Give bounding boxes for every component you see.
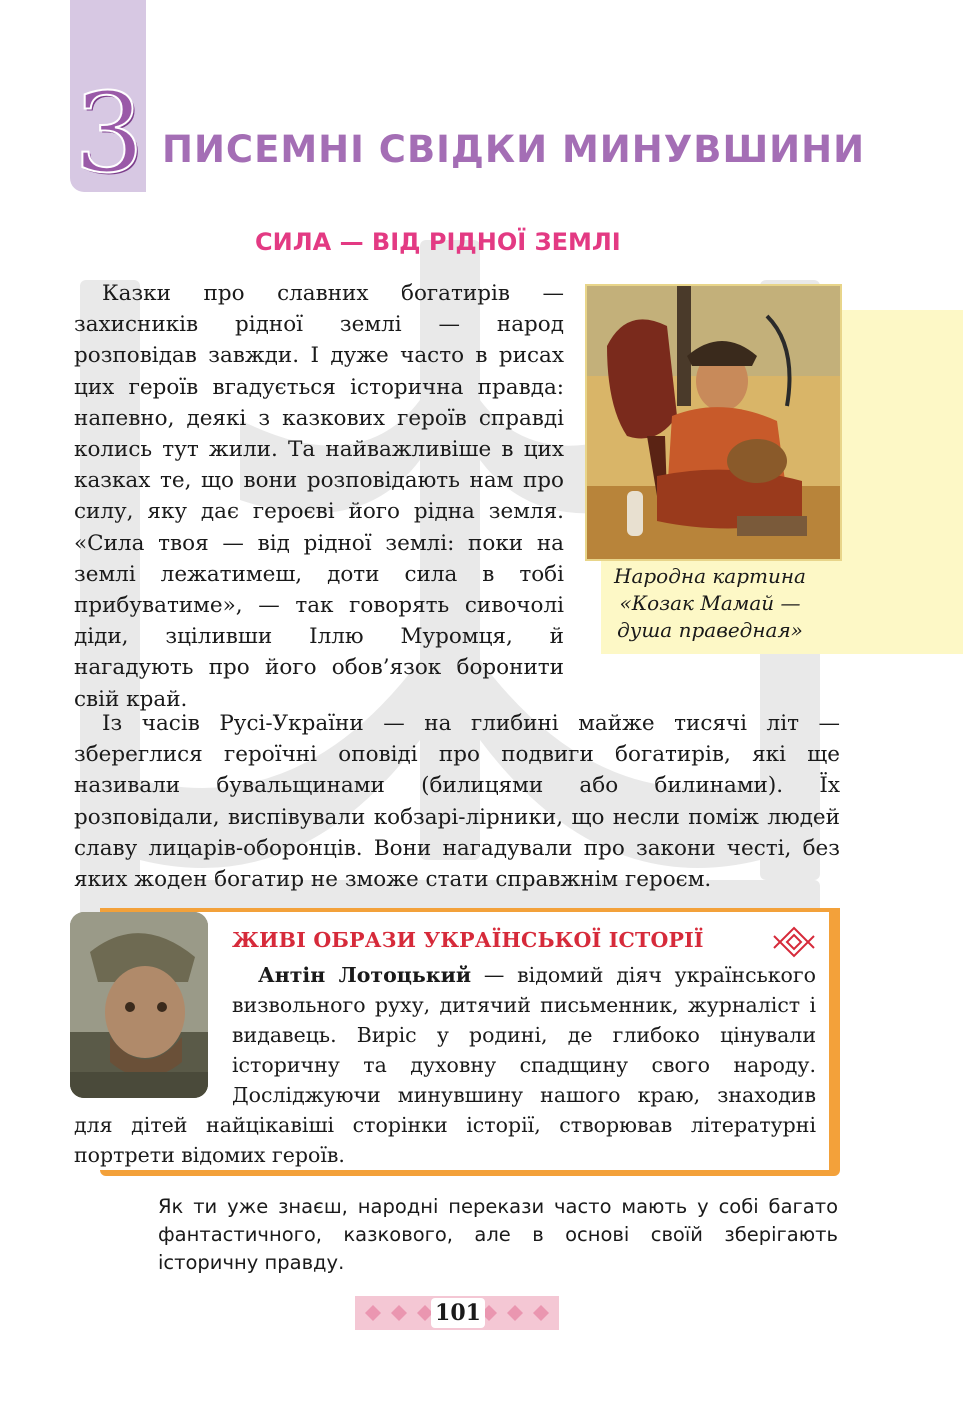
kozak-mamai-painting (585, 284, 842, 561)
box-title: ЖИВІ ОБРАЗИ УКРАЇНСЬКОЇ ІСТОРІЇ (232, 928, 704, 952)
caption-line: Народна картина (614, 564, 806, 588)
paragraph-intro: Казки про славних богатирів — захисників рідної землі — народ розповідав завжди. І дуже часто в рисах цих героїв вгадується історична правда: напевно, деякі з казкових героїв справді колись тут жили. Та найважливіше в цих казках те, що вони розповідають нам про силу, яку дає героєві його рідна земля. «Сила твоя — від рідної землі: поки на землі лежатимеш, доти сила в тобі прибуватиме», — так говорять сивочолі діди, зціливши Іллю Муромця, й нагадують про його обов’язок боронити свій край. (74, 281, 564, 712)
chapter-number: 3 (74, 69, 144, 197)
biography-text (74, 960, 816, 1170)
embroidery-ornament-icon (770, 926, 818, 958)
figure-caption (610, 563, 810, 644)
summary-note: Як ти уже знаєш, народні перекази часто мають у собі багато фантастичного, казкового, але в основі своїй зберігають історичну правду. (158, 1195, 838, 1274)
caption-line: «Козак Мамай — (619, 591, 801, 615)
chapter-title: ПИСЕМНІ СВІДКИ МИНУВШИНИ (162, 128, 866, 171)
section-title: СИЛА — ВІД РІДНОЇ ЗЕМЛІ (255, 228, 621, 256)
biography-body: — відомий діяч українського визвольного руху, дитячий письменник, журналіст і видавець. Виріс у родині, де глибоко цінували історичну та духовну спадщину свого народу. Досліджуючи минувшину нашого краю, знаходив для дітей найцікавіші сторінки історії, створював літературні портрети відомих героїв. (74, 963, 816, 1167)
caption-line: душа праведная» (617, 618, 803, 642)
paragraph-history: Із часів Русі-України — на глибині майже тисячі літ — збереглися героїчні оповіді про подвиги богатирів, які ще називали бувальщинами (билицями або билинами). Їх розповідали, виспівували кобзарі-лірники, що несли поміж людей славу лицарів-оборонців. Вони нагадували про закони честі, без яких жоден богатир не зможе стати справжнім героєм. (74, 711, 840, 893)
person-name: Антін Лотоцький (258, 963, 472, 987)
page-number: 101 (435, 1300, 481, 1326)
